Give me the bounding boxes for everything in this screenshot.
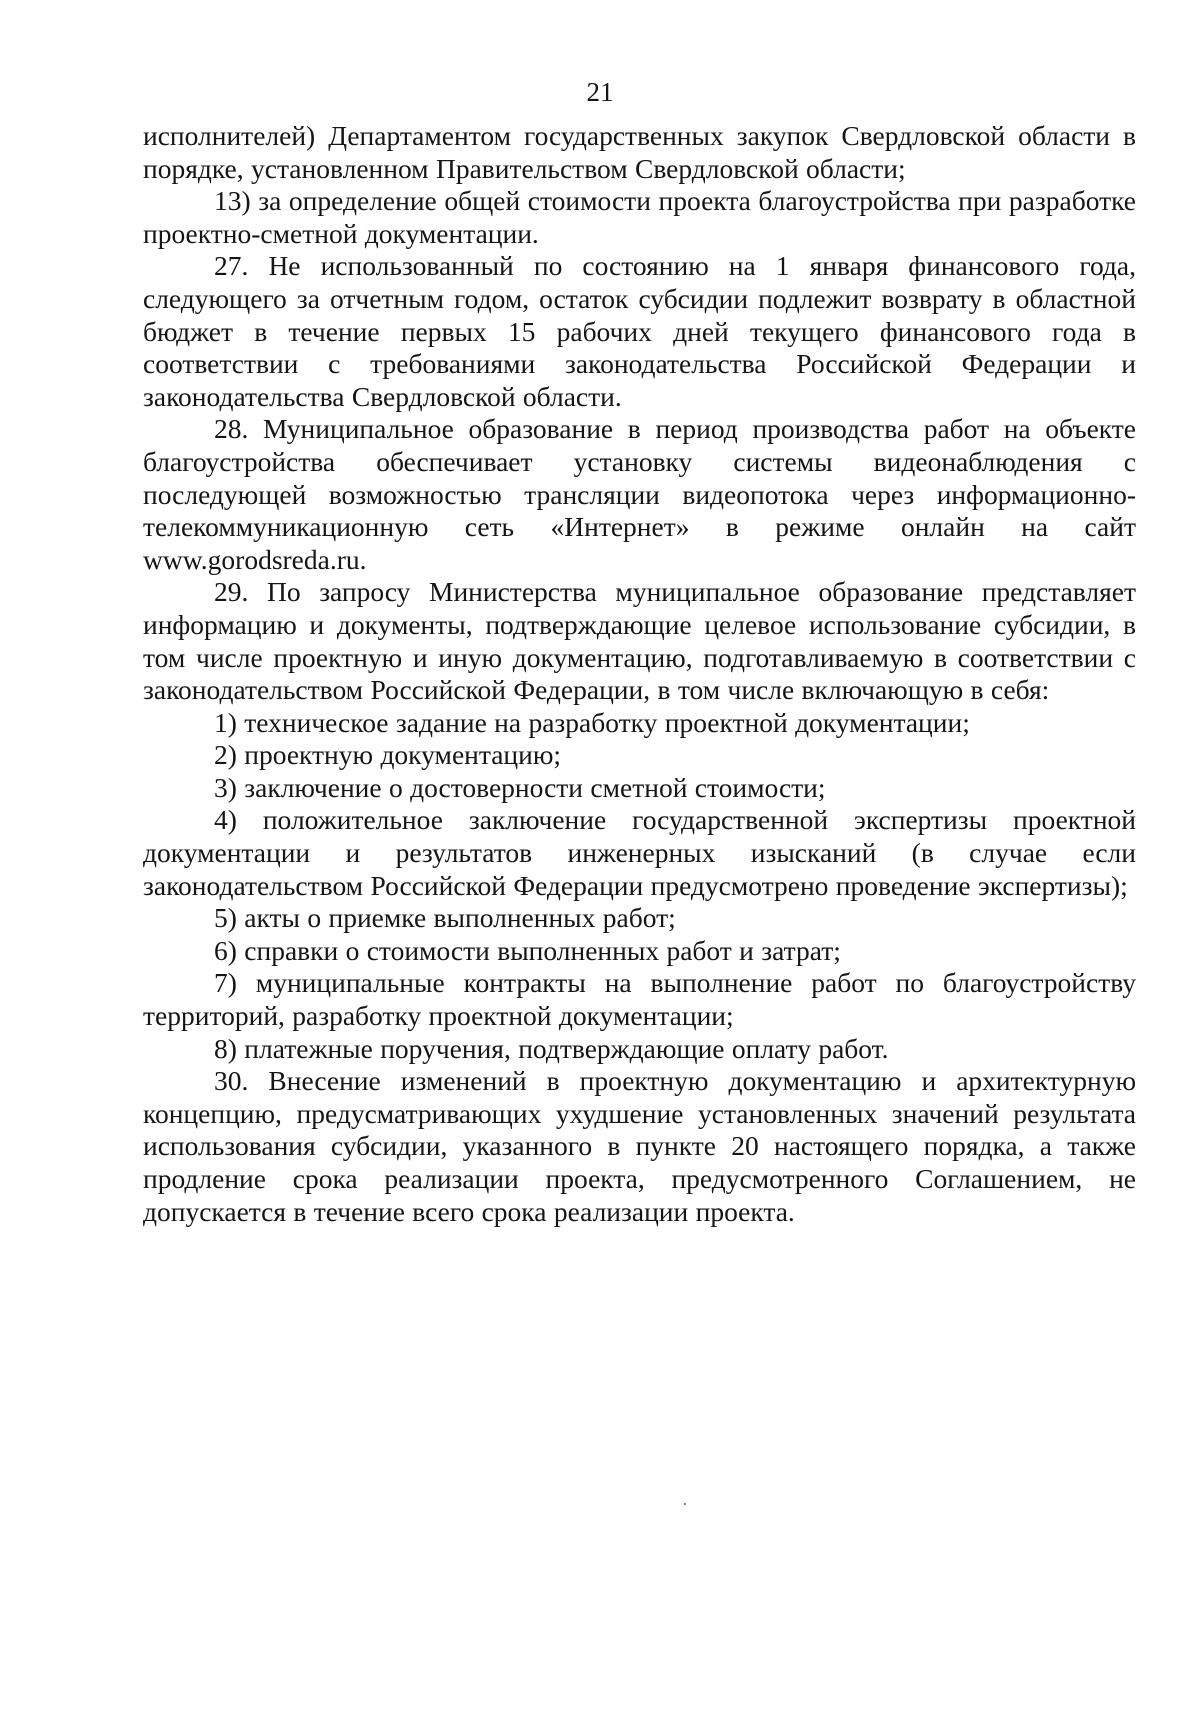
paragraph-clause-30: 30. Внесение изменений в проектную документацию и архитектурную концепцию, предусматривающих ухудшение установленных значений результата использования субсидии, указанного в пункте 20 настоящего порядка, а также продление срока реализации проекта, предусмотренного Соглашением, не допускается в течение всего срока реализации проекта. [143,1065,1136,1227]
scan-artifact-dot [684,1503,686,1505]
page-number: 21 [586,77,614,107]
paragraph-clause-27: 27. Не использованный по состоянию на 1 января финансового года, следующего за отчетным годом, остаток субсидии подлежит возврату в областной бюджет в течение первых 15 рабочих дней текущего финансового года в соответствии с требованиями законодательства Российской Федерации и законодательства Свердловской области. [143,250,1136,412]
list-item-7: 7) муниципальные контракты на выполнение работ по благоустройству территорий, разработку проектной документации; [143,967,1136,1032]
paragraph-continuation: исполнителей) Департаментом государственных закупок Свердловской области в порядке, установленном Правительством Свердловской области; [143,120,1136,184]
paragraph-clause-28: 28. Муниципальное образование в период производства работ на объекте благоустройства обеспечивает установку системы видеонаблюдения с последующей возможностью трансляции видеопотока через информационно-телекоммуникационную сеть «Интернет» в режиме онлайн на сайт www.gorodsreda.ru. [143,413,1136,575]
list-item-6: 6) справки о стоимости выполненных работ и затрат; [214,934,841,966]
list-item-5: 5) акты о приемке выполненных работ; [214,902,676,934]
list-item-1: 1) техническое задание на разработку проектной документации; [214,706,970,738]
list-item-4: 4) положительное заключение государственной экспертизы проектной документации и результатов инженерных изысканий (в случае если законодательством Российской Федерации предусмотрено проведение экспертизы); [143,804,1136,901]
paragraph-clause-29: 29. По запросу Министерства муниципальное образование представляет информацию и документы, подтверждающие целевое использование субсидии, в том числе проектную и иную документацию, подготавливаемую в соответствии с законодательством Российской Федерации, в том числе включающую в себя: [143,576,1136,706]
list-item-2: 2) проектную документацию; [214,739,562,771]
paragraph-item-13: 13) за определение общей стоимости проекта благоустройства при разработке проектно-сметной документации. [143,185,1136,249]
list-item-8: 8) платежные поручения, подтверждающие оплату работ. [214,1032,889,1064]
document-body [143,120,1136,1228]
list-item-3: 3) заключение о достоверности сметной стоимости; [214,771,826,803]
